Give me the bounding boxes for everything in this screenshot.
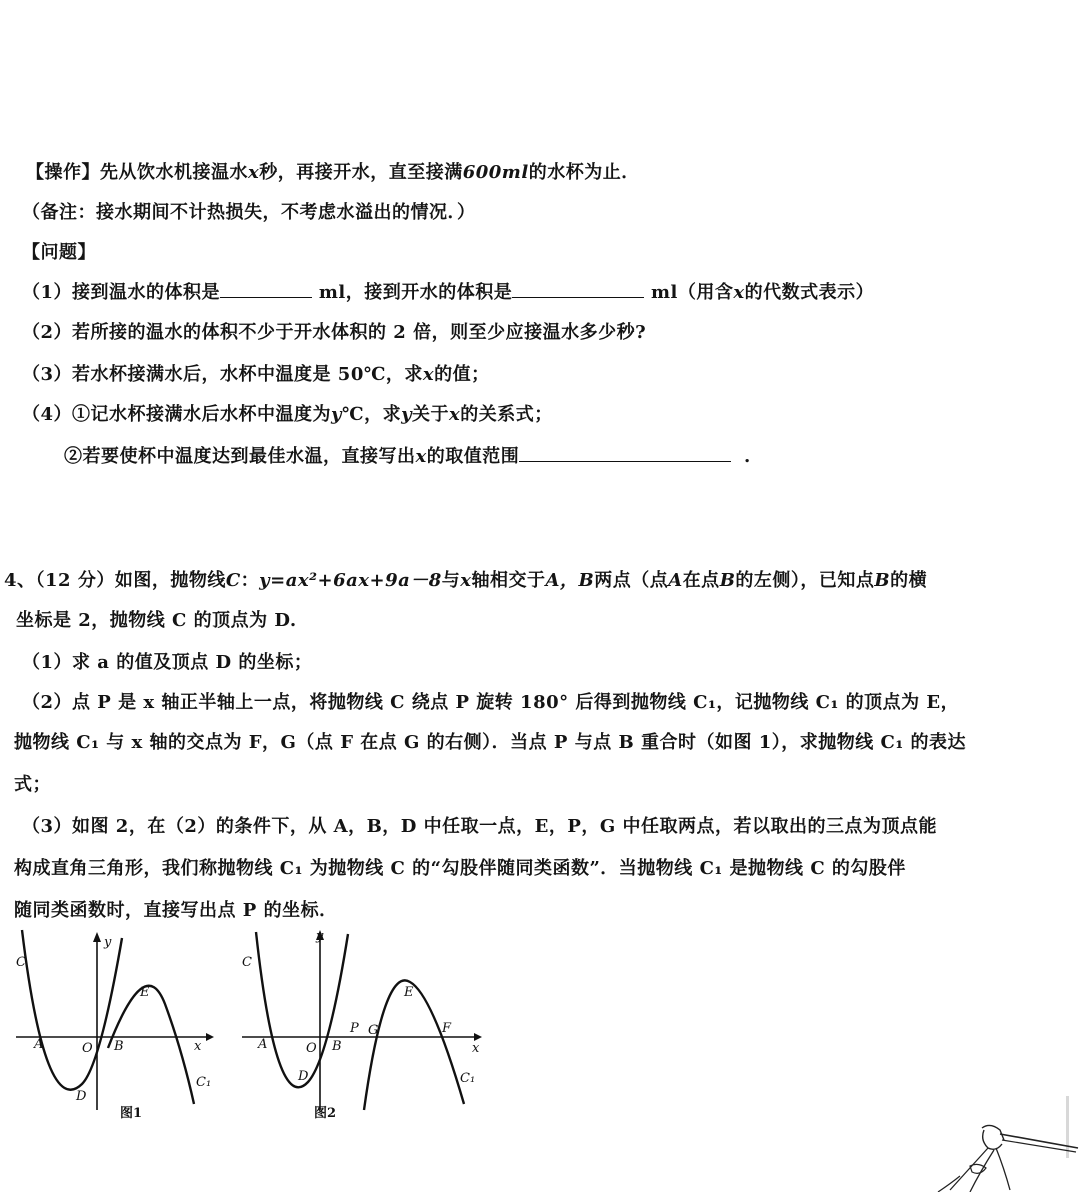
label-y: y (104, 935, 112, 950)
problem4-line1 (4, 566, 927, 592)
label-c: C (242, 955, 252, 970)
p4-l1-a: 4、（12 分）如图，抛物线 (4, 570, 226, 591)
q1-var: x (733, 282, 745, 303)
label-x: x (194, 1039, 202, 1054)
operation-text-b: 秒，再接开水，直至接满 (259, 162, 463, 183)
q4-2-blank (519, 445, 731, 462)
q4-var-y: y (331, 404, 342, 425)
label-g: G (368, 1023, 379, 1038)
label-a: A (258, 1037, 268, 1052)
q1-text-a: （1）接到温水的体积是 (22, 282, 221, 303)
x-axis-arrow-icon (474, 1033, 482, 1041)
p4-l1-m: 的横 (890, 570, 928, 591)
q4-2-text-b: 的取值范围 (426, 446, 520, 467)
label-d: D (298, 1069, 309, 1084)
p4-l1-x: x (460, 570, 472, 591)
operation-line (26, 158, 640, 184)
figure-2-caption: 图2 (314, 1106, 337, 1121)
q1-text-d: 的代数式表示） (744, 282, 875, 303)
q1-text-c: ml（用含 (650, 282, 734, 303)
p4-l1-j: B (719, 570, 736, 591)
p4-l1-i: 在点 (682, 570, 720, 591)
p4-l1-l: B (874, 570, 891, 591)
label-a: A (34, 1037, 44, 1052)
label-c1: C₁ (460, 1071, 476, 1086)
operation-var: x (248, 162, 260, 183)
problem4-part1: （1）求 a 的值及顶点 D 的坐标； (22, 652, 313, 673)
q1-text-b: ml，接到开水的体积是 (318, 282, 513, 303)
problem4-line2: 坐标是 2，抛物线 C 的顶点为 D. (16, 610, 297, 631)
q1-blank-hot (512, 281, 644, 298)
label-e: E (404, 985, 414, 1000)
doodle-sketch (930, 1118, 1080, 1192)
operation-text-c: 的水杯为止． (528, 162, 640, 183)
label-o: O (306, 1041, 317, 1056)
x-axis-arrow-icon (206, 1033, 214, 1041)
q4-var-x: x (449, 404, 461, 425)
label-e: E (140, 985, 150, 1000)
q3-text-a: （3）若水杯接满水后，水杯中温度是 50℃，求 (22, 364, 423, 385)
problem4-part2-line1: （2）点 P 是 x 轴正半轴上一点，将抛物线 C 绕点 P 旋转 180° 后得到抛物线 C₁，记抛物线 C₁ 的顶点为 E， (22, 692, 960, 713)
operation-tag: 【操作】 (26, 162, 100, 183)
p4-l1-g: 两点（点 (594, 570, 669, 591)
p4-l1-k: 的左侧），已知点 (735, 570, 875, 591)
q4-2-text-a: ②若要使杯中温度达到最佳水温，直接写出 (64, 446, 416, 467)
question-4-part-1 (22, 400, 553, 426)
figure-2 (236, 920, 496, 1120)
parabola-c (22, 930, 122, 1090)
operation-amount: 600ml (462, 162, 529, 183)
problem4-part2-line2: 抛物线 C₁ 与 x 轴的交点为 F，G（点 F 在点 G 的右侧）．当点 P 与点 B 重合时（如图 1），求抛物线 C₁ 的表达 (14, 732, 966, 753)
label-p: P (350, 1021, 359, 1036)
p4-l1-f: A，B (545, 570, 595, 591)
q4-var-y2: y (401, 404, 413, 425)
p4-l1-e: 轴相交于 (471, 570, 546, 591)
q3-var: x (422, 364, 435, 385)
problem4-part2-line3: 式； (14, 774, 51, 795)
problem4-part3-line2: 构成直角三角形，我们称抛物线 C₁ 为抛物线 C 的“勾股伴随同类函数”．当抛物线 C₁ 是抛物线 C 的勾股伴 (14, 858, 906, 879)
q4-2-var: x (415, 446, 427, 467)
question-4-part-2 (64, 442, 751, 468)
label-f: F (442, 1021, 452, 1036)
figure-1 (0, 920, 220, 1120)
q4-text-c: 关于 (412, 404, 450, 425)
label-b: B (114, 1039, 124, 1054)
label-y: y (316, 929, 324, 944)
question-tag: 【问题】 (22, 242, 96, 263)
p4-l1-b: ： (240, 570, 260, 591)
q4-text-a: （4）①记水杯接满水后水杯中温度为 (22, 404, 332, 425)
label-c: C (16, 955, 26, 970)
q3-text-b: 的值； (434, 364, 490, 385)
note-line: （备注：接水期间不计热损失，不考虑水溢出的情况．） (22, 202, 476, 223)
q4-text-d: 的关系式； (460, 404, 553, 425)
problem4-part3-line1: （3）如图 2，在（2）的条件下，从 A，B，D 中任取一点，E，P，G 中任取两点，若以取出的三点为顶点能 (22, 816, 938, 837)
p4-l1-d: 与 (441, 570, 461, 591)
question-3 (22, 360, 490, 386)
label-c1: C₁ (196, 1075, 212, 1090)
question-2: （2）若所接的温水的体积不少于开水体积的 2 倍，则至少应接温水多少秒? (22, 322, 647, 343)
parabola-c (256, 932, 348, 1087)
p4-l1-h: A (668, 570, 683, 591)
q4-text-b: ℃，求 (342, 404, 402, 425)
label-x: x (472, 1041, 480, 1056)
problem4-part3-line3: 随同类函数时，直接写出点 P 的坐标． (14, 900, 338, 921)
p4-l1-c: C (225, 570, 241, 591)
q1-blank-warm (220, 281, 312, 298)
p4-l1-eq: y=ax²+6ax+9a－8 (259, 570, 442, 591)
label-d: D (76, 1089, 87, 1104)
figure-2-graph (236, 920, 496, 1120)
y-axis-arrow-icon (93, 932, 101, 942)
figure-1-caption: 图1 (120, 1106, 143, 1121)
operation-text-a: 先从饮水机接温水 (100, 162, 248, 183)
question-1 (22, 278, 874, 304)
label-o: O (82, 1041, 93, 1056)
label-b: B (332, 1039, 342, 1054)
q4-2-end: . (744, 446, 751, 467)
figure-1-graph (0, 920, 220, 1120)
parabola-c1 (364, 980, 464, 1110)
